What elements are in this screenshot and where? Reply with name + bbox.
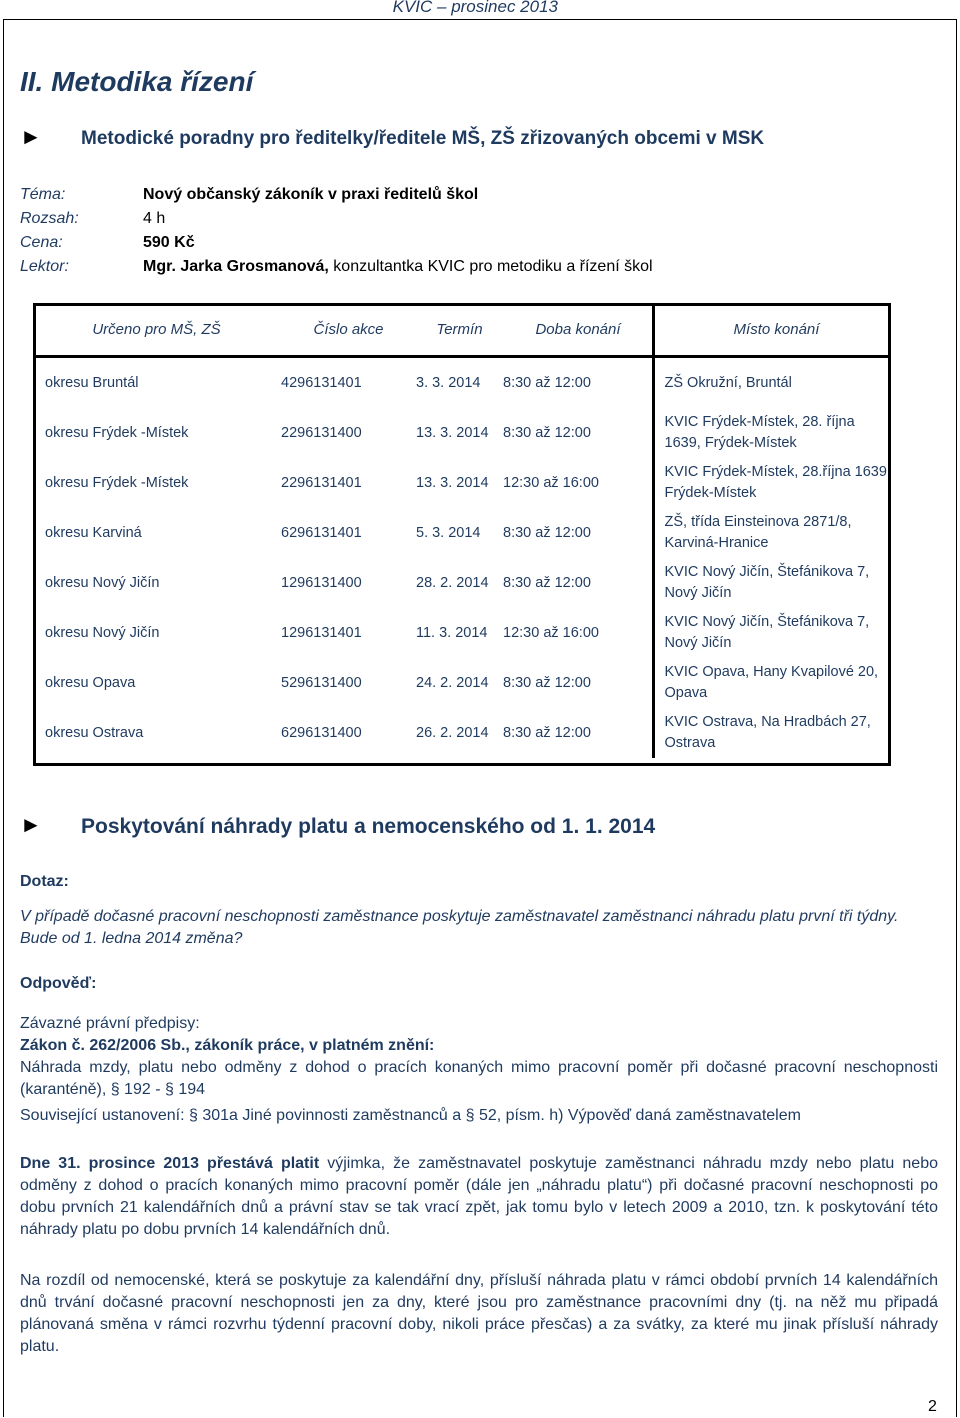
table-row [33,658,891,708]
cena-value: 590 Kč [143,234,195,251]
cell-place: KVIC Frýdek-Místek, 28. října 1639, Frýdek-Místek [664,414,855,451]
table-row [33,708,891,758]
cell-date: 26. 2. 2014 [416,725,489,741]
cell-number: 2296131401 [281,475,362,491]
tema-value: Nový občanský zákoník v praxi ředitelů škol [143,186,479,203]
header-divider [652,303,655,356]
cell-number: 6296131401 [281,525,362,541]
col-header-misto: Místo konání [653,303,891,357]
tema-label: Téma: [20,186,66,203]
odpoved-label: Odpověď: [20,975,97,992]
cell-time: 8:30 až 12:00 [503,357,653,409]
topic-heading: Poskytování náhrady platu a nemocenského od 1. 1. 2014 [81,815,656,838]
cell-district: okresu Ostrava [45,725,144,741]
cell-district: okresu Frýdek -Místek [45,425,189,441]
law-text: Náhrada mzdy, platu nebo odměny z dohod o pracích konaných mimo pracovní poměr při dočasné pracovní neschopnosti (karanténě), § 192 - § 194 [20,1059,938,1098]
paragraph-1 [20,1153,938,1241]
col-header-cislo: Číslo akce [281,303,416,357]
cell-place: KVIC Ostrava, Na Hradbách 27, Ostrava [664,714,871,751]
course-heading: Metodické poradny pro ředitelky/ředitele MŠ, ZŠ zřizovaných obcemi v MSK [81,128,765,149]
cell-district: okresu Opava [45,675,136,691]
cell-number: 2296131400 [281,425,362,441]
cell-place: KVIC Opava, Hany Kvapilové 20, Opava [664,664,879,701]
page-number: 2 [928,1398,937,1415]
cell-date: 3. 3. 2014 [416,375,481,391]
arrow-bullet-icon: ► [20,124,42,149]
table-row [33,357,891,409]
cell-time: 12:30 až 16:00 [503,458,653,508]
table-row [33,508,891,558]
table-row [33,558,891,608]
table-row [33,608,891,658]
table-row [33,458,891,508]
cell-place: KVIC Nový Jičín, Štefánikova 7, Nový Jičín [664,614,870,651]
paragraph-1-body: výjimka, že zaměstnavatel poskytuje zaměstnanci náhradu mzdy nebo platu nebo odměny z dohod o pracích konaných mimo pracovní poměr (dále jen „náhradu platu“) při dočasné pracovní neschopnosti po dobu prvních 21 kalendářních dnů a právní stav se tak vrací zpět, jak tomu bylo v letech 2009 a 2010, tzn. k poskytování této náhrady platu po dobu prvních 14 kalendářních dnů. [20,1155,939,1238]
section-title: II. Metodika řízení [20,66,254,97]
col-header-doba: Doba konání [503,303,653,357]
col-header-urceno: Určeno pro MŠ, ZŠ [33,303,281,357]
cell-place: KVIC Frýdek-Místek, 28.října 1639, Frýdek-Místek [664,464,891,501]
running-header: KVIC – prosinec 2013 [392,0,558,16]
lektor-name: Mgr. Jarka Grosmanová, [143,258,329,275]
cell-time: 8:30 až 12:00 [503,658,653,708]
arrow-bullet-icon: ► [20,812,42,837]
paragraph-2: Na rozdíl od nemocenské, která se poskytuje za kalendářní dny, přísluší náhrada platu v rámci období prvních 14 kalendářních dnů trvání dočasné pracovní neschopnosti jen za dny, které jsou pro zaměstnance pracovními dny (tj. na něž mu připadá plánovaná směna v rámci rozvrhu týdenní pracovní doby, nikoli práce přesčas) a za svátky, za které mu jinak přísluší náhrady platu. [20,1272,938,1355]
cell-number: 6296131400 [281,725,362,741]
cell-date: 28. 2. 2014 [416,575,489,591]
cell-date: 24. 2. 2014 [416,675,489,691]
cell-date: 13. 3. 2014 [416,425,489,441]
cell-date: 11. 3. 2014 [416,625,488,641]
cell-date: 5. 3. 2014 [416,525,481,541]
cell-time: 12:30 až 16:00 [503,608,653,658]
cell-number: 4296131401 [281,375,362,391]
lektor-role: konzultantka KVIC pro metodiku a řízení škol [328,258,653,275]
course-heading-row [20,124,42,150]
cell-number: 1296131401 [281,625,362,641]
schedule-table [33,303,891,758]
cell-time: 8:30 až 12:00 [503,508,653,558]
col-header-termin: Termín [416,303,503,357]
cell-district: okresu Karviná [45,525,142,541]
lektor-label: Lektor: [20,258,69,275]
table-row [33,408,891,458]
cena-label: Cena: [20,234,63,251]
table-header-row [33,303,891,357]
paragraph-1-lead: Dne 31. prosince 2013 přestává platit [20,1155,320,1172]
cell-number: 5296131400 [281,675,362,691]
cell-time: 8:30 až 12:00 [503,408,653,458]
cell-place: ZŠ, třída Einsteinova 2871/8, Karviná-Hranice [664,514,852,551]
cell-district: okresu Frýdek -Místek [45,475,189,491]
dotaz-label: Dotaz: [20,873,69,890]
cell-place: KVIC Nový Jičín, Štefánikova 7, Nový Jičín [664,564,870,601]
rozsah-label: Rozsah: [20,210,79,227]
cell-district: okresu Bruntál [45,375,139,391]
cell-number: 1296131400 [281,575,362,591]
cell-district: okresu Nový Jičín [45,575,160,591]
cell-time: 8:30 až 12:00 [503,558,653,608]
rozsah-value: 4 h [143,210,166,227]
topic-heading-row [20,812,42,838]
law-title: Zákon č. 262/2006 Sb., zákoník práce, v platném znění: [20,1037,435,1054]
cell-date: 13. 3. 2014 [416,475,489,491]
related-provisions: Související ustanovení: § 301a Jiné povinnosti zaměstnanců a § 52, písm. h) Výpověď daná zaměstnavatelem [20,1107,801,1124]
question-text: V případě dočasné pracovní neschopnosti zaměstnance poskytuje zaměstnavatel zaměstnanci náhradu platu první tři týdny. Bude od 1. ledna 2014 změna? [20,908,899,947]
cell-place: ZŠ Okružní, Bruntál [664,375,792,391]
cell-time: 8:30 až 12:00 [503,708,653,758]
rules-intro: Závazné právní předpisy: [20,1015,200,1032]
lektor-value [143,258,653,276]
cell-district: okresu Nový Jičín [45,625,160,641]
